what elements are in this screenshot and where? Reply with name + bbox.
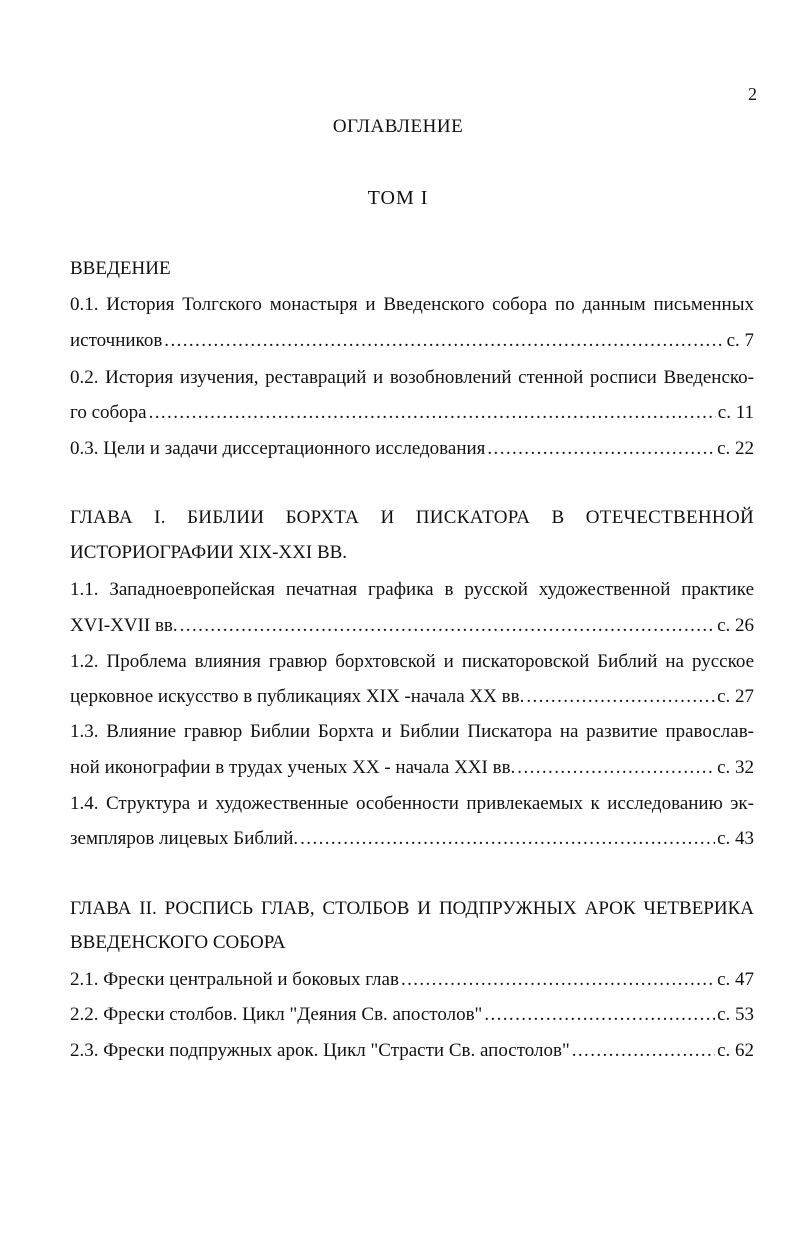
toc-entry-1-2 xyxy=(70,685,754,709)
toc-entry-2-3 xyxy=(70,1039,754,1063)
leader-dots xyxy=(572,1039,715,1063)
toc-entry-0-1-line1: 0.1. История Толгского монастыря и Введенского собора по данным письменных xyxy=(70,294,754,315)
page-number: 2 xyxy=(748,84,757,104)
toc-entry-1-3-line1: 1.3. Влияние гравюр Библии Борхта и Библии Пискатора на развитие православ- xyxy=(70,721,754,742)
toc-entry-page: с. 11 xyxy=(717,402,754,423)
toc-entry-page: с. 27 xyxy=(717,686,754,707)
page-title: ОГЛАВЛЕНИЕ xyxy=(332,116,464,137)
leader-dots xyxy=(401,968,715,992)
leader-dots xyxy=(164,329,724,353)
toc-entry-0-1 xyxy=(70,329,754,353)
toc-entry-text: 0.3. Цели и задачи диссертационного исследования xyxy=(70,438,486,459)
toc-entry-page: с. 7 xyxy=(726,330,754,351)
toc-entry-0-3 xyxy=(70,437,754,461)
toc-entry-1-3 xyxy=(70,756,754,780)
toc-entry-page: с. 53 xyxy=(717,1004,754,1025)
toc-entry-text: 2.1. Фрески центральной и боковых глав xyxy=(70,969,399,990)
toc-entry-text: 2.2. Фрески столбов. Цикл "Деяния Св. апостолов" xyxy=(70,1004,483,1025)
toc-entry-text: ной иконографии в трудах ученых XX - начала XXI вв. xyxy=(70,757,516,778)
toc-entry-2-1 xyxy=(70,968,754,992)
toc-entry-1-4-line1: 1.4. Структура и художественные особенности привлекаемых к исследованию эк- xyxy=(70,793,754,814)
toc-entry-1-1 xyxy=(70,614,754,638)
toc-entry-text: 2.3. Фрески подпружных арок. Цикл "Страсти Св. апостолов" xyxy=(70,1040,570,1061)
toc-entry-text: го собора xyxy=(70,402,147,423)
toc-entry-page: с. 43 xyxy=(717,828,754,849)
leader-dots xyxy=(149,401,716,425)
toc-entry-page: с. 62 xyxy=(717,1040,754,1061)
toc-entry-page: с. 32 xyxy=(717,757,754,778)
toc-entry-text: XVI-XVII вв. xyxy=(70,615,178,636)
leader-dots xyxy=(487,437,715,461)
toc-entry-page: с. 47 xyxy=(717,969,754,990)
leader-dots xyxy=(300,827,715,851)
leader-dots xyxy=(526,685,715,709)
toc-entry-0-2 xyxy=(70,401,754,425)
toc-entry-text: земпляров лицевых Библий. xyxy=(70,828,299,849)
leader-dots xyxy=(484,1003,715,1027)
toc-entry-page: с. 26 xyxy=(717,615,754,636)
toc-entry-1-1-line1: 1.1. Западноевропейская печатная графика в русской художественной практике xyxy=(70,579,754,600)
toc-entry-0-2-line1: 0.2. История изучения, реставраций и возобновлений стенной росписи Введенско- xyxy=(70,367,754,388)
toc-entry-1-4 xyxy=(70,827,754,851)
chapter-2-heading-line2: ВВЕДЕНСКОГО СОБОРА xyxy=(70,932,286,953)
toc-entry-2-2 xyxy=(70,1003,754,1027)
toc-entry-text: источников xyxy=(70,330,163,351)
section-heading-introduction: ВВЕДЕНИЕ xyxy=(70,258,171,279)
toc-entry-page: с. 22 xyxy=(717,438,754,459)
chapter-2-heading-line1: ГЛАВА II. РОСПИСЬ ГЛАВ, СТОЛБОВ И ПОДПРУЖНЫХ АРОК ЧЕТВЕРИКА xyxy=(70,898,754,919)
toc-entry-text: церковное искусство в публикациях XIX -начала XX вв. xyxy=(70,686,525,707)
toc-entry-1-2-line1: 1.2. Проблема влияния гравюр борхтовской и пискаторовской Библий на русское xyxy=(70,651,754,672)
chapter-1-heading-line1: ГЛАВА I. БИБЛИИ БОРХТА И ПИСКАТОРА В ОТЕЧЕСТВЕННОЙ xyxy=(70,507,754,528)
chapter-1-heading-line2: ИСТОРИОГРАФИИ XIX-XXI ВВ. xyxy=(70,542,348,563)
leader-dots xyxy=(180,614,715,638)
volume-title: ТОМ I xyxy=(367,187,429,209)
leader-dots xyxy=(517,756,715,780)
